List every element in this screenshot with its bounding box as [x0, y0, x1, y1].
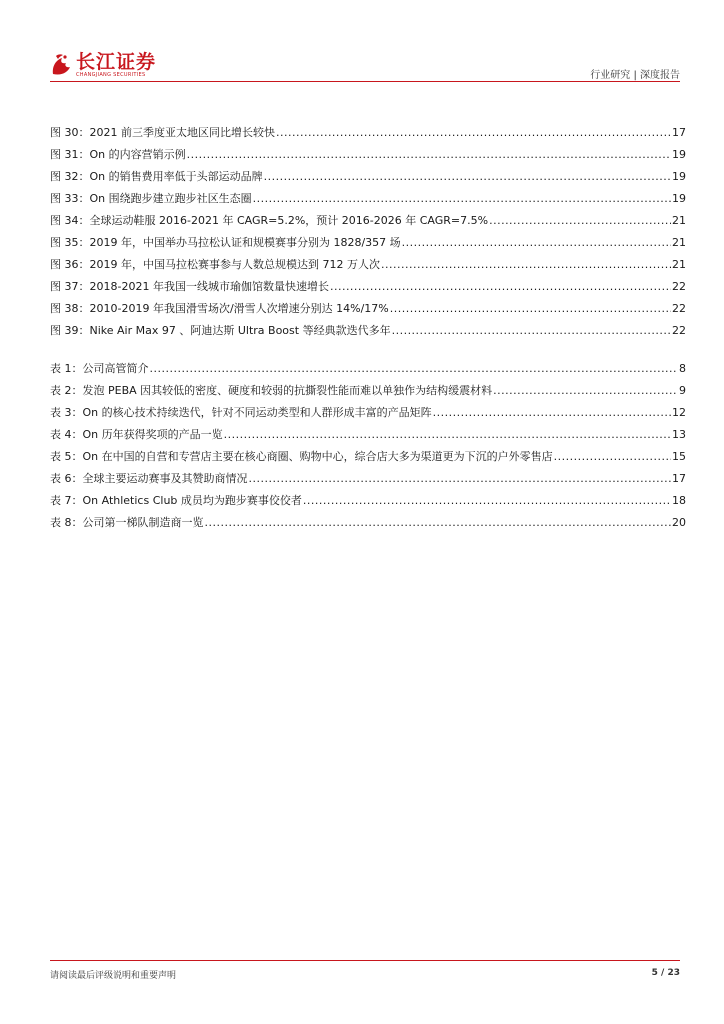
toc-entry-label: 图 33：On 围绕跑步建立跑步社区生态圈 [50, 192, 252, 205]
toc-entry-label: 表 6：全球主要运动赛事及其赞助商情况 [50, 472, 248, 485]
toc-entry-label: 图 34：全球运动鞋服 2016-2021 年 CAGR=5.2%，预计 2016-2026 年 CAGR=7.5% [50, 214, 489, 227]
toc-entry-page: 21 [672, 214, 686, 227]
table-toc-entry[interactable] [50, 468, 686, 490]
toc-entry-label: 表 4：On 历年获得奖项的产品一览 [50, 428, 223, 441]
toc-entry-page: 12 [672, 406, 686, 419]
dot-leader [390, 298, 671, 320]
figure-toc-entry[interactable] [50, 320, 686, 342]
dot-leader [187, 144, 671, 166]
footer-disclaimer: 请阅读最后评级说明和重要声明 [50, 971, 177, 981]
dot-leader [205, 512, 672, 534]
figure-toc-entry[interactable] [50, 166, 686, 188]
table-of-contents [50, 122, 686, 534]
dot-leader [381, 254, 671, 276]
dot-leader [330, 276, 671, 298]
toc-entry-label: 图 32：On 的销售费用率低于头部运动品牌 [50, 170, 263, 183]
dot-leader [150, 358, 679, 380]
table-toc-entry[interactable] [50, 402, 686, 424]
toc-entry-page: 21 [672, 258, 686, 271]
table-toc-entry[interactable] [50, 512, 686, 534]
toc-entry-page: 19 [672, 148, 686, 161]
toc-entry-page: 22 [672, 302, 686, 315]
toc-entry-page: 22 [672, 280, 686, 293]
footer-divider [50, 960, 680, 961]
list-separator [50, 342, 686, 358]
company-logo [50, 50, 156, 80]
report-section-label: 行业研究 | 深度报告 [590, 70, 680, 81]
dot-leader [493, 380, 678, 402]
dot-leader [303, 490, 671, 512]
figure-toc-entry[interactable] [50, 276, 686, 298]
toc-entry-label: 表 2：发泡 PEBA 因其较低的密度、硬度和较弱的抗撕裂性能而难以单独作为结构缓震材料 [50, 384, 493, 397]
toc-entry-page: 9 [679, 384, 686, 397]
figure-toc-entry[interactable] [50, 254, 686, 276]
toc-entry-label: 图 39：Nike Air Max 97 、阿迪达斯 Ultra Boost 等经典款迭代多年 [50, 324, 391, 337]
table-toc-entry[interactable] [50, 380, 686, 402]
logo-chinese-name: 长江证券 [76, 50, 157, 73]
dot-leader [249, 468, 672, 490]
dot-leader [554, 446, 671, 468]
toc-entry-label: 表 5：On 在中国的自营和专营店主要在核心商圈、购物中心，综合店大多为渠道更为下沉的户外零售店 [50, 450, 553, 463]
page-header [50, 48, 680, 84]
toc-entry-label: 图 38：2010-2019 年我国滑雪场次/滑雪人次增速分别达 14%/17% [50, 302, 389, 315]
toc-entry-page: 8 [679, 362, 686, 375]
dot-leader [402, 232, 671, 254]
table-toc-entry[interactable] [50, 446, 686, 468]
dot-leader [264, 166, 671, 188]
table-toc-entry[interactable] [50, 424, 686, 446]
toc-entry-label: 图 31：On 的内容营销示例 [50, 148, 186, 161]
table-toc-entry[interactable] [50, 358, 686, 380]
toc-entry-label: 表 1：公司高管简介 [50, 362, 149, 375]
figure-toc-entry[interactable] [50, 144, 686, 166]
toc-entry-label: 表 8：公司第一梯队制造商一览 [50, 516, 204, 529]
dot-leader [276, 122, 671, 144]
dot-leader [224, 424, 671, 446]
toc-entry-label: 图 30：2021 前三季度亚太地区同比增长较快 [50, 126, 275, 139]
toc-entry-label: 图 37：2018-2021 年我国一线城市瑜伽馆数量快速增长 [50, 280, 329, 293]
figure-toc-entry[interactable] [50, 232, 686, 254]
toc-entry-page: 19 [672, 192, 686, 205]
dot-leader [392, 320, 671, 342]
toc-entry-label: 表 7：On Athletics Club 成员均为跑步赛事佼佼者 [50, 494, 302, 507]
toc-entry-page: 13 [672, 428, 686, 441]
toc-entry-page: 17 [672, 126, 686, 139]
figure-toc-entry[interactable] [50, 188, 686, 210]
dot-leader [253, 188, 671, 210]
logo-mark-icon [50, 52, 72, 78]
toc-entry-label: 图 36：2019 年，中国马拉松赛事参与人数总规模达到 712 万人次 [50, 258, 380, 271]
figure-toc-entry[interactable] [50, 210, 686, 232]
toc-entry-page: 21 [672, 236, 686, 249]
toc-entry-page: 18 [672, 494, 686, 507]
dot-leader [433, 402, 671, 424]
toc-entry-page: 17 [672, 472, 686, 485]
dot-leader [489, 210, 671, 232]
table-list [50, 358, 686, 534]
table-toc-entry[interactable] [50, 490, 686, 512]
page-number: 5 / 23 [651, 968, 680, 978]
toc-entry-label: 图 35：2019 年，中国举办马拉松认证和规模赛事分别为 1828/357 场 [50, 236, 401, 249]
toc-entry-page: 22 [672, 324, 686, 337]
header-divider [50, 81, 680, 82]
logo-english-name: CHANGJIANG SECURITIES [76, 71, 146, 78]
toc-entry-page: 15 [672, 450, 686, 463]
figure-toc-entry[interactable] [50, 122, 686, 144]
figure-list [50, 122, 686, 342]
toc-entry-page: 20 [672, 516, 686, 529]
toc-entry-page: 19 [672, 170, 686, 183]
figure-toc-entry[interactable] [50, 298, 686, 320]
toc-entry-label: 表 3：On 的核心技术持续迭代，针对不同运动类型和人群形成丰富的产品矩阵 [50, 406, 432, 419]
